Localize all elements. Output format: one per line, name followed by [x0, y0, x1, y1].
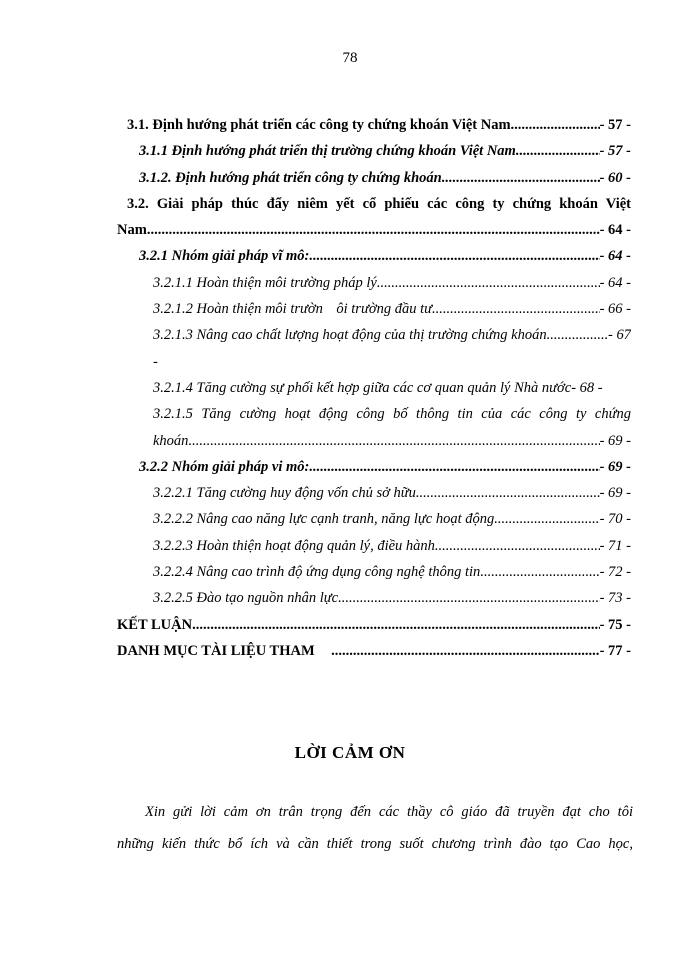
acknowledgement-line-1: Xin gửi lời cảm ơn trân trọng đến các thầy cô giáo đã truyền đạt cho tôi: [145, 804, 633, 820]
toc-leader-dots: [377, 270, 600, 296]
toc-page-number: - 67: [608, 327, 631, 344]
toc-entry-title: 3.2.1 Nhóm giải pháp vĩ mô:: [139, 248, 310, 265]
toc-page-number: - 75 -: [599, 616, 631, 633]
toc-leader-dots: [416, 480, 600, 506]
toc-leader-dots: [494, 506, 599, 532]
toc-leader-dots: [331, 638, 599, 664]
toc-entry-ket-luan: [117, 612, 631, 638]
toc-leader-dots: [188, 428, 599, 454]
toc-entry-3-2-1-4: [117, 375, 631, 401]
toc-leader-dots: [435, 533, 600, 559]
toc-entry-3-2-1-2: [117, 296, 631, 322]
toc-page-number: - 72 -: [599, 564, 631, 581]
toc-entry-3-2-line2: [117, 217, 631, 243]
toc-entry-title: DANH MỤC TÀI LIỆU THAM: [117, 642, 315, 659]
table-of-contents: [117, 112, 631, 664]
toc-entry-title: 3.2.1.4 Tăng cường sự phối kết hợp giữa các cơ quan quản lý Nhà nước: [153, 379, 572, 396]
toc-entry-3-2-1-3: [117, 322, 631, 348]
toc-entry-3-2-2: [117, 454, 631, 480]
toc-entry-3-2-2-5: [117, 585, 631, 611]
toc-entry-title: 3.1.1 Định hướng phát triển thị trường chứng khoán Việt Nam: [139, 143, 516, 160]
toc-entry-title: 3.2.1.1 Hoàn thiện môi trường pháp lý: [153, 274, 377, 291]
toc-entry-3-2-1-5-line1: 3.2.1.5 Tăng cường hoạt động công bố thông tin của các công ty chứng: [153, 406, 631, 423]
toc-entry-title: 3.1. Định hướng phát triển các công ty chứng khoán Việt Nam: [127, 117, 511, 133]
toc-entry-title-part-b: ôi trường đầu tư: [336, 301, 433, 318]
acknowledgement-heading: LỜI CẢM ƠN: [294, 743, 406, 762]
toc-leader-dots: [480, 559, 599, 585]
toc-leader-dots: [432, 296, 600, 322]
acknowledgement-line-2: những kiến thức bổ ích và cần thiết trong suốt chương trình đào tạo Cao học,: [117, 836, 633, 852]
toc-page-number: - 64 -: [599, 274, 631, 291]
page-number: 78: [342, 50, 358, 66]
toc-entry-title-part-a: 3.2.1.2 Hoàn thiện môi trườn: [153, 301, 323, 318]
toc-entry-title: KẾT LUẬN: [117, 616, 193, 633]
toc-entry-title: 3.2.2.3 Hoàn thiện hoạt động quản lý, điều hành: [153, 537, 435, 554]
toc-entry-title: 3.1.2. Định hướng phát triển công ty chứng khoán: [139, 169, 442, 186]
toc-page-number: - 57 -: [599, 117, 631, 133]
toc-leader-dots: [511, 112, 600, 138]
toc-entry-3-2-2-2: [117, 506, 631, 532]
toc-page-number: - 69 -: [599, 432, 631, 449]
toc-page-number: - 69 -: [599, 458, 631, 475]
toc-leader-dots: [309, 243, 599, 269]
toc-page-number: - 57 -: [599, 143, 631, 160]
toc-entry-3-2-2-3: [117, 533, 631, 559]
toc-entry-title: 3.2.2.5 Đào tạo nguồn nhân lực: [153, 590, 339, 607]
toc-entry-title: 3.2.2 Nhóm giải pháp vi mô:: [139, 458, 310, 475]
toc-entry-3-2-line1: 3.2. Giải pháp thúc đẩy niêm yết cổ phiếu các công ty chứng khoán Việt: [127, 195, 631, 212]
toc-page-number: - 68 -: [571, 379, 603, 396]
toc-entry-3-2-1-3-tail: -: [153, 353, 158, 370]
toc-entry-danh-muc: [117, 638, 631, 664]
toc-entry-3-2-2-4: [117, 559, 631, 585]
toc-page-number: - 64 -: [599, 248, 631, 265]
toc-entry-title: khoán: [153, 432, 189, 449]
toc-leader-dots: [309, 454, 599, 480]
toc-entry-3-2-1-1: [117, 270, 631, 296]
toc-page-number: - 69 -: [599, 485, 631, 502]
toc-page-number: - 77 -: [599, 642, 631, 659]
toc-entry-title: 3.2.2.1 Tăng cường huy động vốn chủ sở hữu: [153, 485, 416, 502]
toc-entry-3-2-1: [117, 243, 631, 269]
toc-page-number: - 71 -: [599, 537, 631, 554]
toc-entry-3-1-1: [117, 138, 631, 164]
toc-page-number: - 64 -: [599, 222, 631, 239]
toc-entry-3-2-2-1: [117, 480, 631, 506]
toc-page-number: - 66 -: [599, 301, 631, 318]
toc-entry-3-1: [117, 112, 631, 138]
toc-entry-title: 3.2.1.3 Nâng cao chất lượng hoạt động của thị trường chứng khoán: [153, 327, 547, 344]
acknowledgement-paragraph: [117, 796, 633, 860]
toc-page-number: - 70 -: [599, 511, 631, 528]
toc-entry-3-1-2: [117, 165, 631, 191]
toc-page-number: - 73 -: [599, 590, 631, 607]
toc-entry-3-2-1-5-line2: [117, 428, 631, 454]
toc-entry-title: Nam: [117, 222, 147, 239]
toc-leader-dots: [442, 165, 600, 191]
toc-leader-dots: [547, 322, 608, 348]
toc-leader-dots: [338, 585, 599, 611]
toc-page-number: - 60 -: [599, 169, 631, 186]
toc-leader-dots: [516, 138, 600, 164]
toc-leader-dots: [147, 217, 600, 243]
toc-entry-title: 3.2.2.4 Nâng cao trình độ ứng dụng công nghệ thông tin: [153, 564, 481, 581]
toc-entry-title: 3.2.2.2 Nâng cao năng lực cạnh tranh, năng lực hoạt động: [153, 511, 495, 528]
toc-leader-dots: [192, 612, 600, 638]
